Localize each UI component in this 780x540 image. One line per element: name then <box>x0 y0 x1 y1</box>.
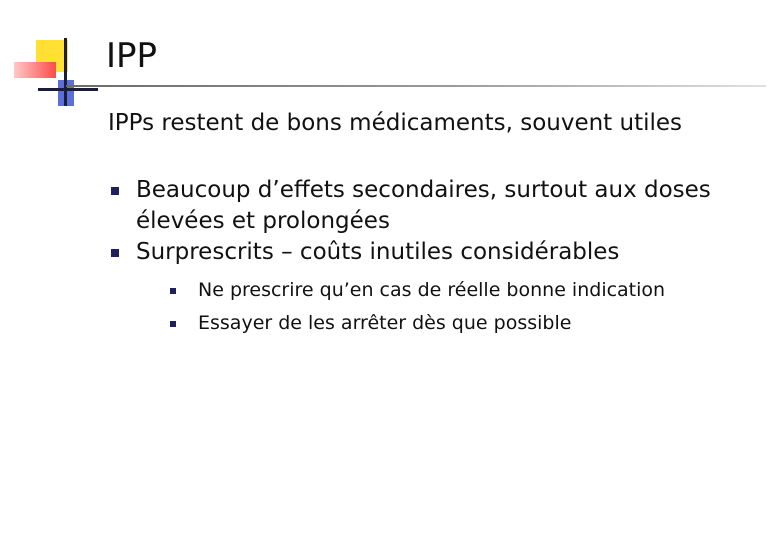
bullet-item <box>108 175 758 237</box>
logo-vertical-line <box>64 38 67 106</box>
sub-bullet-list <box>136 274 758 340</box>
slide-body <box>108 108 758 340</box>
sub-bullet-text: Ne prescrire qu’en cas de réelle bonne indication <box>198 279 666 301</box>
logo-horizontal-line <box>38 88 98 91</box>
square-bullet-icon <box>111 249 119 257</box>
bullet-list <box>108 175 758 340</box>
intro-text: IPPs restent de bons médicaments, souvent utiles <box>108 110 683 136</box>
bullet-text: Beaucoup d’effets secondaires, surtout aux doses élevées et prolongées <box>136 177 711 234</box>
sub-bullet-item <box>164 274 758 307</box>
title-divider <box>66 85 766 87</box>
corner-logo-icon <box>0 0 120 120</box>
square-bullet-icon <box>111 187 119 195</box>
bullet-item <box>108 237 758 340</box>
square-bullet-icon <box>170 321 176 327</box>
bullet-text: Surprescrits – coûts inutiles considérables <box>136 239 620 265</box>
square-bullet-icon <box>170 288 176 294</box>
slide-title: IPP <box>106 36 158 76</box>
sub-bullet-item <box>164 307 758 340</box>
sub-bullet-text: Essayer de les arrêter dès que possible <box>198 312 572 334</box>
logo-red-bar <box>14 62 56 78</box>
